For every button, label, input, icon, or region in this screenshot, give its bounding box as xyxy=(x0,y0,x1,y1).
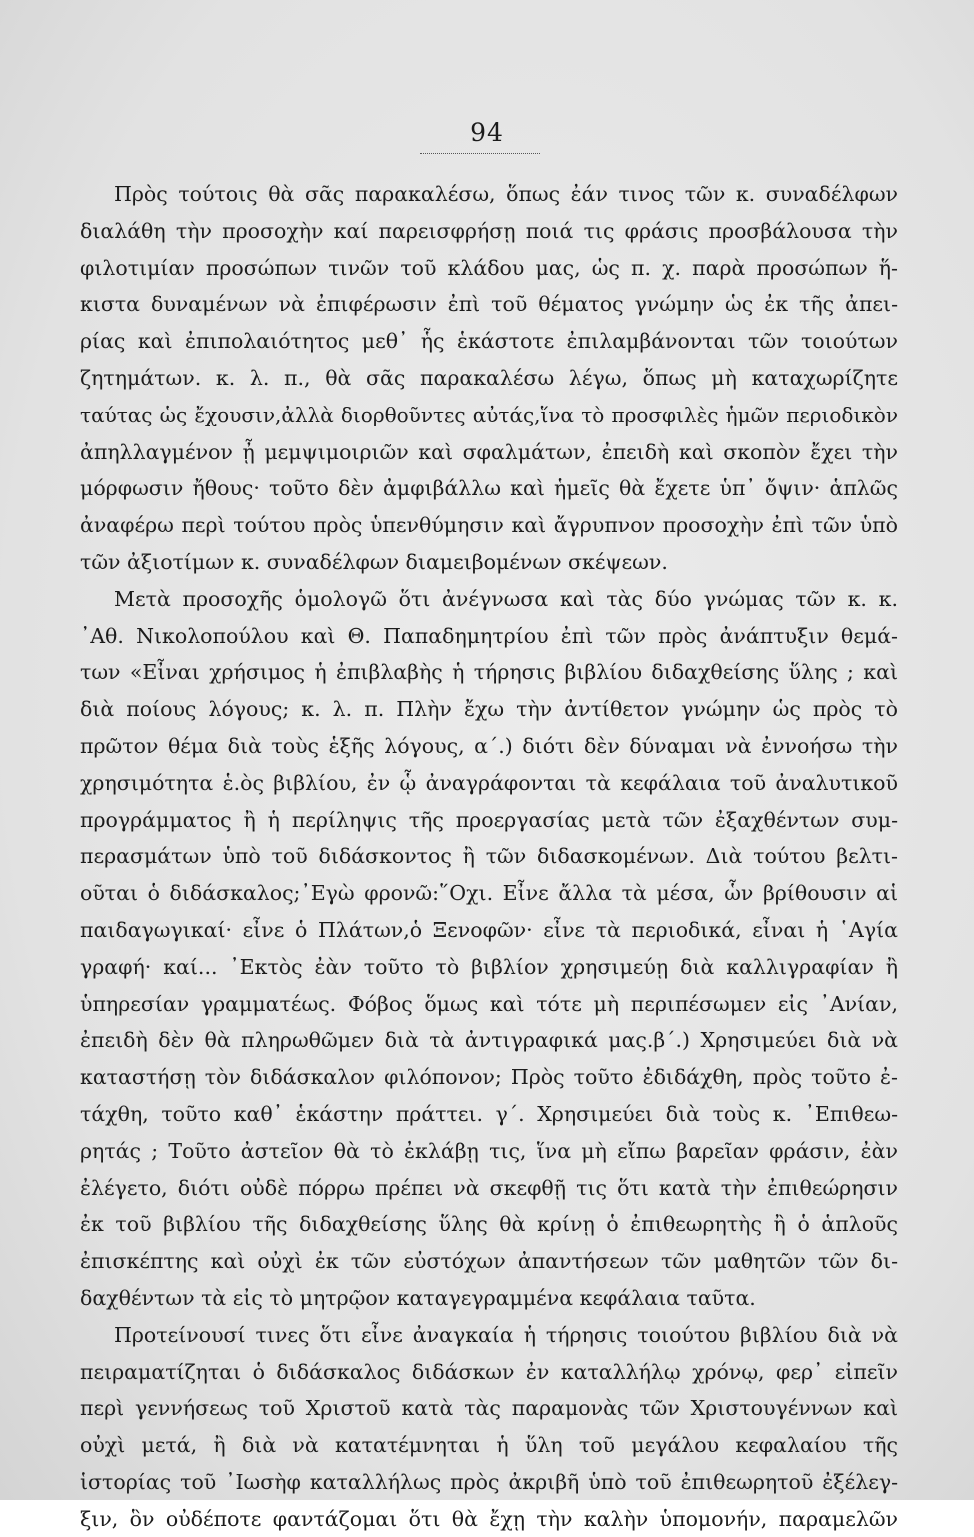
text-line: Μετὰ προσοχῆς ὁμολογῶ ὅτι ἀνέγνωσα καὶ τὰς δύο γνώμας τῶν κ. κ. xyxy=(114,586,898,611)
text-line: οῦται ὁ διδάσκαλος;᾽Εγὼ φρονῶ:῞Οχι. Εἶνε ἄλλα τὰ μέσα, ὧν βρίθουσιν αἱ xyxy=(80,881,898,906)
text-line: τῶν ἀξιοτίμων κ. συναδέλφων διαμειβομένων σκέψεων. xyxy=(80,549,668,574)
text-line: ταύτας ὡς ἔχουσιν,ἀλλὰ διορθοῦντες αὐτάς,ἵνα τὸ προσφιλὲς ἡμῶν περιοδικὸν xyxy=(80,402,898,427)
text-line: τάχθη, τοῦτο καθ᾽ ἑκάστην πράττει. γ΄. Χρησιμεύει διὰ τοὺς κ. ᾽Επιθεω- xyxy=(80,1101,898,1126)
text-line: Προτείνουσί τινες ὅτι εἶνε ἀναγκαία ἡ τήρησις τοιούτου βιβλίου διὰ νὰ xyxy=(114,1322,898,1347)
text-line: περασμάτων ὑπὸ τοῦ διδάσκοντος ἢ τῶν διδασκομένων. Διὰ τούτου βελτι- xyxy=(80,844,898,869)
text-line: πειραματίζηται ὁ διδάσκαλος διδάσκων ἐν καταλλήλῳ χρόνῳ, φερ᾽ εἰπεῖν xyxy=(80,1359,898,1384)
text-line: ρητάς ; Τοῦτο ἀστεῖον θὰ τὸ ἐκλάβῃ τις, ἵνα μὴ εἴπω βαρεῖαν φράσιν, ἐὰν xyxy=(80,1138,898,1163)
text-line: ᾽Αθ. Νικολοπούλου καὶ Θ. Παπαδημητρίου ἐπὶ τῶν πρὸς ἀνάπτυξιν θεμά- xyxy=(80,623,898,648)
text-line: ἐκ τοῦ βιβλίου τῆς διδαχθείσης ὕλης θὰ κρίνῃ ὁ ἐπιθεωρητὴς ἢ ὁ ἁπλοῦς xyxy=(80,1212,898,1237)
text-line: ρίας καὶ ἐπιπολαιότητος μεθ᾽ ἧς ἑκάστοτε ἐπιλαμβάνονται τῶν τοιούτων xyxy=(80,329,898,354)
text-line: φιλοτιμίαν προσώπων τινῶν τοῦ κλάδου μας, ὡς π. χ. παρὰ προσώπων ἥ- xyxy=(80,255,898,280)
text-line: διὰ ποίους λόγους; κ. λ. π. Πλὴν ἔχω τὴν ἀντίθετον γνώμην ὡς πρὸς τὸ xyxy=(80,697,898,722)
text-line: πρῶτον θέμα διὰ τοὺς ἑξῆς λόγους, α΄.) διότι δὲν δύναμαι νὰ ἐννοήσω τὴν xyxy=(80,733,898,758)
text-line: ἱστορίας τοῦ ᾽Ιωσὴφ καταλλήλως πρὸς ἀκριβῆ ὑπὸ τοῦ ἐπιθεωρητοῦ ἐξέλεγ- xyxy=(80,1469,898,1494)
text-line: γραφή· καί... ᾽Εκτὸς ἐὰν τοῦτο τὸ βιβλίον χρησιμεύῃ διὰ καλλιγραφίαν ἢ xyxy=(80,954,898,979)
text-line: κιστα δυναμένων νὰ ἐπιφέρωσιν ἐπὶ τοῦ θέματος γνώμην ὡς ἐκ τῆς ἀπει- xyxy=(80,292,898,317)
header-rule xyxy=(420,153,540,154)
text-line: ἐλέγετο, διότι οὐδὲ πόρρω πρέπει νὰ σκεφθῇ τις ὅτι κατὰ τὴν ἐπιθεώρησιν xyxy=(80,1175,898,1200)
text-line: Πρὸς τούτοις θὰ σᾶς παρακαλέσω, ὅπως ἐάν τινος τῶν κ. συναδέλφων xyxy=(114,182,898,206)
paragraph-3 xyxy=(80,1317,898,1537)
text-line: καταστήσῃ τὸν διδάσκαλον φιλόπονον; Πρὸς τοῦτο ἐδιδάχθη, πρὸς τοῦτο ἐ- xyxy=(80,1065,898,1090)
text-line: ἐπισκέπτης καὶ οὐχὶ ἐκ τῶν εὐστόχων ἀπαντήσεων τῶν μαθητῶν τῶν δι- xyxy=(80,1249,898,1274)
text-line: ὑπηρεσίαν γραμματέως. Φόβος ὅμως καὶ τότε μὴ περιπέσωμεν εἰς ᾽Ανίαν, xyxy=(80,991,898,1016)
text-line: ἀναφέρω περὶ τούτου πρὸς ὑπενθύμησιν καὶ ἄγρυπνον προσοχὴν ἐπὶ τῶν ὑπὸ xyxy=(80,513,898,538)
page-number: 94 xyxy=(470,118,504,147)
text-line: προγράμματος ἢ ἡ περίληψις τῆς προεργασίας μετὰ τῶν ἐξαχθέντων συμ- xyxy=(80,807,898,832)
text-line: οὐχὶ μετά, ἢ διὰ νὰ κατατέμνηται ἡ ὕλη τοῦ μεγάλου κεφαλαίου τῆς xyxy=(80,1433,898,1458)
text-line: ζητημάτων. κ. λ. π., θὰ σᾶς παρακαλέσω λέγω, ὅπως μὴ καταχωρίζητε xyxy=(80,365,898,390)
body-text xyxy=(80,176,898,1537)
text-line: ἀπηλλαγμένον ᾖ μεμψιμοιριῶν καὶ σφαλμάτων, ἐπειδὴ καὶ σκοπὸν ἔχει τὴν xyxy=(80,439,898,464)
paragraph-2 xyxy=(80,581,898,1317)
text-line: ξιν, ὃν οὐδέποτε φαντάζομαι ὅτι θὰ ἔχῃ τὴν καλὴν ὑπομονήν, παραμελῶν xyxy=(80,1506,898,1531)
text-line: διαλάθη τὴν προσοχὴν καί παρεισφρήσῃ ποιά τις φράσις προσβάλουσα τὴν xyxy=(80,218,898,243)
text-line: ἐπειδὴ δὲν θὰ πληρωθῶμεν διὰ τὰ ἀντιγραφικά μας.β΄.) Χρησιμεύει διὰ νὰ xyxy=(80,1028,898,1053)
paragraph-1 xyxy=(80,176,898,581)
text-line: των «Εἶναι χρήσιμος ἡ ἐπιβλαβὴς ἡ τήρησις βιβλίου διδαχθείσης ὕλης ; καὶ xyxy=(80,660,898,685)
text-line: δαχθέντων τὰ εἰς τὸ μητρῷον καταγεγραμμένα κεφάλαια ταῦτα. xyxy=(80,1285,756,1310)
text-line: μόρφωσιν ἤθους· τοῦτο δὲν ἀμφιβάλλω καὶ ἡμεῖς θὰ ἔχετε ὑπ᾽ ὄψιν· ἁπλῶς xyxy=(80,476,898,501)
text-line: χρησιμότητα ἑ.ὸς βιβλίου, ἐν ᾧ ἀναγράφονται τὰ κεφάλαια τοῦ ἀναλυτικοῦ xyxy=(80,770,898,795)
text-line: περὶ γεννήσεως τοῦ Χριστοῦ κατὰ τὰς παραμονὰς τῶν Χριστουγέννων καὶ xyxy=(80,1396,898,1421)
text-line: παιδαγωγικαί· εἶνε ὁ Πλάτων,ὁ Ξενοφῶν· εἶνε τὰ περιοδικά, εἶναι ἡ ῾Αγία xyxy=(80,917,898,942)
